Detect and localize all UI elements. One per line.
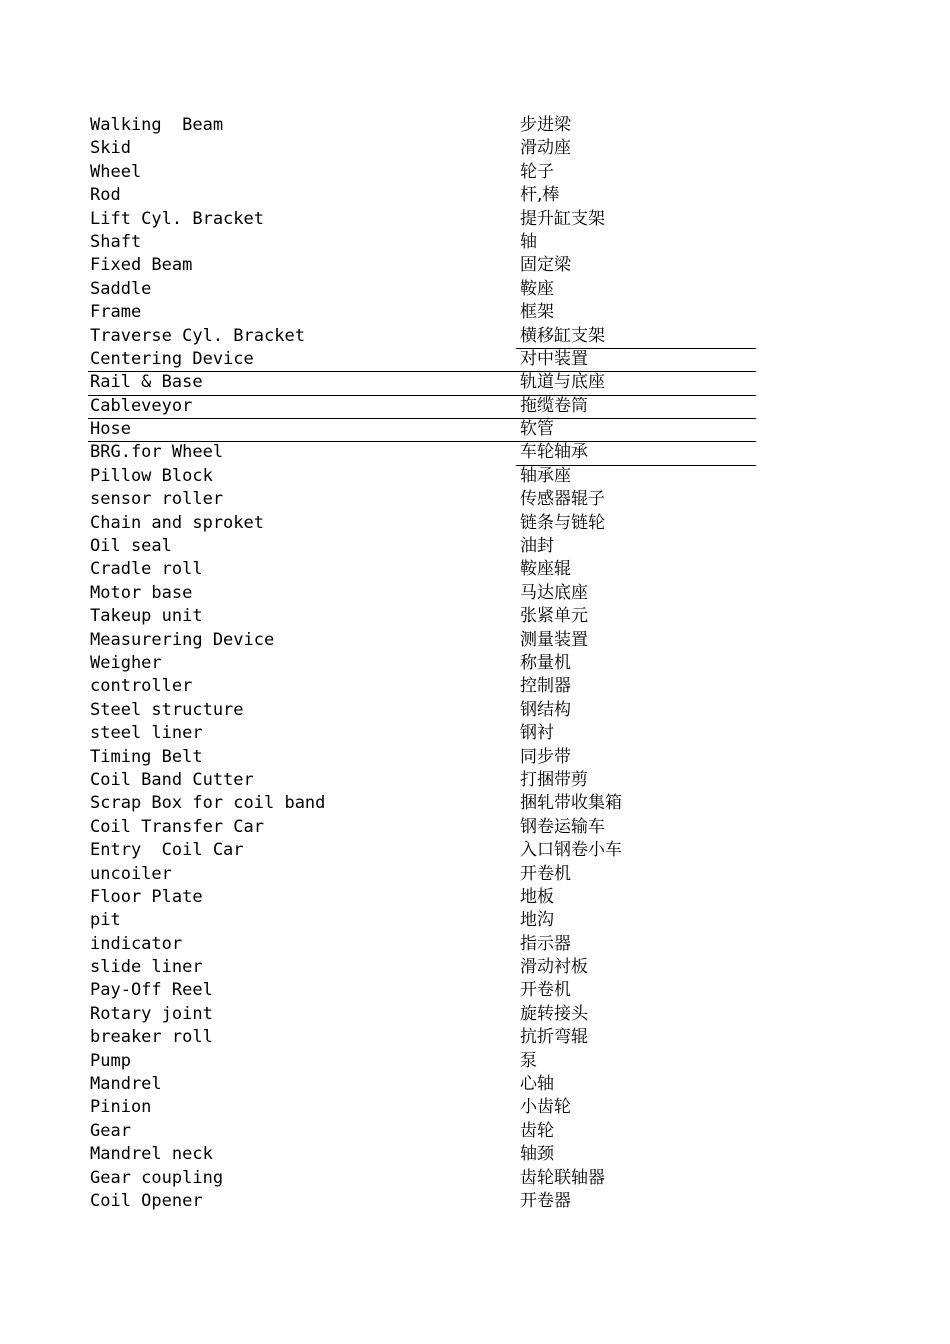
chinese-term: 齿轮 [520,1120,554,1141]
glossary-row [0,371,950,394]
glossary-row [0,979,950,1002]
english-term: Walking Beam [90,115,224,135]
glossary-row [0,722,950,745]
chinese-term: 鞍座辊 [520,559,571,580]
glossary-row [0,535,950,558]
chinese-term: 抗折弯辊 [520,1027,588,1048]
glossary-row [0,137,950,160]
chinese-term: 对中装置 [520,348,588,369]
english-term: pit [90,910,121,931]
chinese-term: 入口钢卷小车 [520,840,622,861]
glossary-row [0,956,950,979]
english-term: Pay-Off Reel [90,980,213,1001]
chinese-term: 称量机 [520,652,571,673]
glossary-row [0,769,950,792]
glossary-row [0,1167,950,1190]
english-term: Coil Band Cutter [90,769,254,790]
english-term: uncoiler [90,863,172,884]
glossary-row [0,512,950,535]
english-term: steel liner [90,723,203,744]
chinese-term: 步进梁 [520,115,571,135]
english-term: Pillow Block [90,465,213,486]
glossary-row [0,675,950,698]
glossary-row [0,839,950,862]
chinese-term: 泵 [520,1050,537,1071]
glossary-row [0,1190,950,1213]
glossary-row [0,395,950,418]
english-term: Timing Belt [90,746,203,767]
glossary-row [0,184,950,207]
glossary-row [0,1120,950,1143]
english-term: Cableveyor [90,395,193,416]
chinese-term: 轴承座 [520,465,571,486]
chinese-term: 横移缸支架 [520,325,605,346]
glossary-row [0,582,950,605]
english-term: Pump [90,1050,131,1071]
english-term: Steel structure [90,699,244,720]
english-term: breaker roll [90,1027,213,1048]
chinese-term: 捆轧带收集箱 [520,793,622,814]
glossary-row [0,816,950,839]
english-term: Fixed Beam [90,255,193,276]
glossary-row [0,558,950,581]
chinese-term: 指示器 [520,933,571,954]
english-term: Mandrel [90,1074,162,1095]
english-term: Hose [90,419,131,440]
chinese-term: 拖缆卷筒 [520,395,588,416]
chinese-term: 心轴 [520,1074,554,1095]
chinese-term: 打捆带剪 [520,769,588,790]
english-term: Rail & Base [90,372,203,393]
english-term: Takeup unit [90,606,203,627]
english-term: Floor Plate [90,886,203,907]
chinese-term: 小齿轮 [520,1097,571,1118]
english-term: Entry Coil Car [90,840,244,861]
english-term: controller [90,676,193,697]
english-term: Chain and sproket [90,512,264,533]
english-term: Rotary joint [90,1003,213,1024]
glossary-row [0,465,950,488]
english-term: Mandrel neck [90,1144,213,1165]
chinese-term: 同步带 [520,746,571,767]
chinese-term: 钢结构 [520,699,571,720]
english-term: Coil Opener [90,1190,203,1211]
english-term: Measurering Device [90,629,275,650]
chinese-term: 固定梁 [520,255,571,276]
glossary-row [0,348,950,371]
english-term: Shaft [90,231,142,252]
english-term: Weigher [90,652,162,673]
glossary-row [0,652,950,675]
chinese-term: 轨道与底座 [520,372,605,393]
english-term: Gear coupling [90,1167,224,1188]
english-term: Wheel [90,161,142,182]
glossary-row [0,1026,950,1049]
chinese-term: 提升缸支架 [520,208,605,229]
glossary-row [0,418,950,441]
chinese-term: 框架 [520,302,554,323]
english-term: Cradle roll [90,559,203,580]
chinese-term: 滑动衬板 [520,957,588,978]
chinese-term: 软管 [520,419,554,440]
chinese-term: 地板 [520,886,554,907]
glossary-row [0,605,950,628]
glossary-row [0,441,950,464]
english-term: indicator [90,933,183,954]
glossary-row [0,1073,950,1096]
english-term: Traverse Cyl. Bracket [90,325,305,346]
chinese-term: 鞍座 [520,278,554,299]
glossary-row [0,208,950,231]
english-term: Saddle [90,278,152,299]
chinese-term: 车轮轴承 [520,442,588,463]
chinese-term: 张紧单元 [520,606,588,627]
chinese-term: 轴颈 [520,1144,554,1165]
english-term: Lift Cyl. Bracket [90,208,264,229]
glossary-sheet [0,114,950,1213]
english-term: Rod [90,185,121,206]
chinese-term: 杆,棒 [520,185,560,206]
chinese-term: 滑动座 [520,138,571,159]
english-term: Oil seal [90,536,172,557]
english-term: slide liner [90,957,203,978]
english-term: Gear [90,1120,131,1141]
glossary-row [0,629,950,652]
glossary-row [0,746,950,769]
chinese-term: 地沟 [520,910,554,931]
chinese-term: 测量装置 [520,629,588,650]
glossary-row [0,863,950,886]
chinese-term: 油封 [520,536,554,557]
chinese-term: 开卷机 [520,863,571,884]
chinese-term: 齿轮联轴器 [520,1167,605,1188]
glossary-row [0,1096,950,1119]
chinese-term: 开卷机 [520,980,571,1001]
glossary-row [0,933,950,956]
chinese-term: 马达底座 [520,582,588,603]
english-term: Coil Transfer Car [90,816,264,837]
english-term: Pinion [90,1097,152,1118]
glossary-row [0,254,950,277]
english-term: Motor base [90,582,193,603]
english-term: Centering Device [90,348,254,369]
chinese-term: 轮子 [520,161,554,182]
glossary-row [0,909,950,932]
glossary-row [0,278,950,301]
glossary-row [0,1143,950,1166]
glossary-row [0,114,950,137]
glossary-row [0,301,950,324]
chinese-term: 链条与链轮 [520,512,605,533]
chinese-term: 控制器 [520,676,571,697]
glossary-row [0,699,950,722]
chinese-term: 旋转接头 [520,1003,588,1024]
glossary-row [0,1050,950,1073]
glossary-row [0,792,950,815]
chinese-term: 轴 [520,231,537,252]
chinese-term: 钢衬 [520,723,554,744]
glossary-row [0,488,950,511]
glossary-row [0,231,950,254]
english-term: Scrap Box for coil band [90,793,326,814]
english-term: Frame [90,302,142,323]
chinese-term: 钢卷运输车 [520,816,605,837]
glossary-row [0,886,950,909]
english-term: Skid [90,138,131,159]
english-term: sensor roller [90,489,224,510]
glossary-row [0,325,950,348]
glossary-row [0,1003,950,1026]
chinese-term: 开卷器 [520,1190,571,1211]
glossary-row [0,161,950,184]
chinese-term: 传感器辊子 [520,489,605,510]
english-term: BRG.for Wheel [90,442,224,463]
